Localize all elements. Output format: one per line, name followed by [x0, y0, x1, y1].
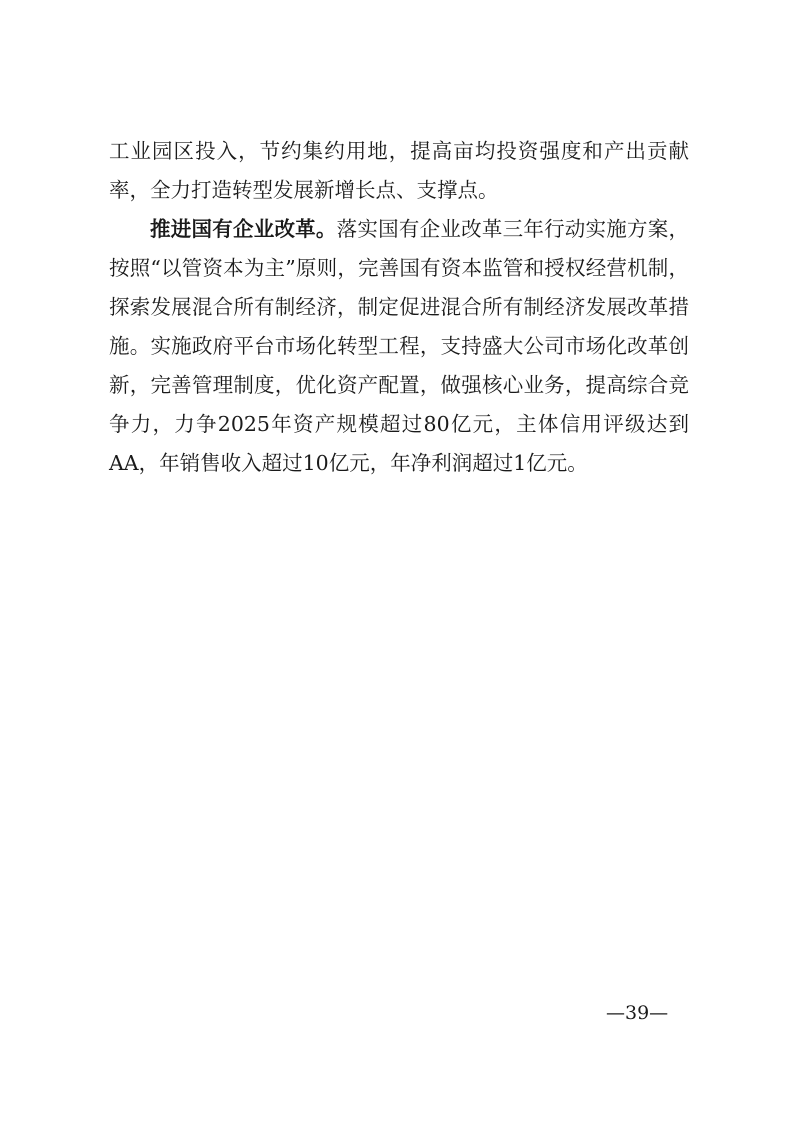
paragraph-continuation	[109, 132, 689, 210]
paragraph-soe-reform	[109, 210, 689, 483]
paragraph-text: 落实国有企业改革三年行动实施方案，按照“以管资本为主”原则，完善国有资本监管和授权经营机制，探索发展混合所有制经济，制定促进混合所有制经济发展改革措施。实施政府平台市场化转型工程，支持盛大公司市场化改革创新，完善管理制度，优化资产配置，做强核心业务，提高综合竞争力，力争2025年资产规模超过80亿元，主体信用评级达到AA，年销售收入超过10亿元，年净利润超过1亿元。	[109, 217, 690, 475]
page-number: —39—	[606, 1002, 669, 1024]
paragraph-text: 工业园区投入，节约集约用地，提高亩均投资强度和产出贡献率，全力打造转型发展新增长点、支撑点。	[109, 139, 689, 202]
paragraph-heading: 推进国有企业改革。	[150, 217, 337, 241]
document-body	[109, 132, 689, 483]
